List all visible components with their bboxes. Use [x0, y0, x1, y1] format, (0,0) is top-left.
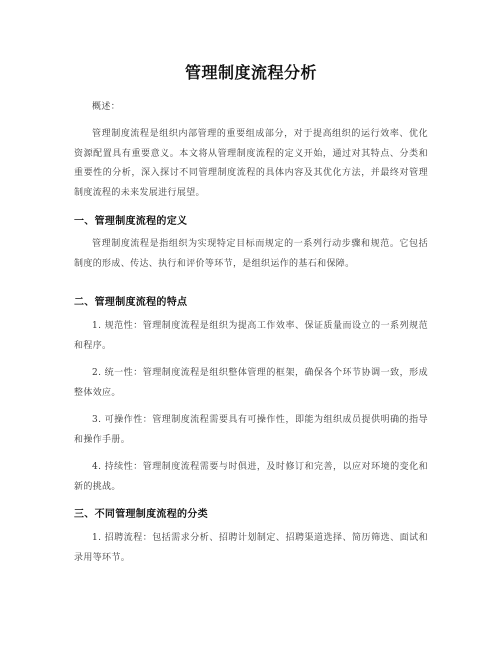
list-item: 4. 持续性：管理制度流程需要与时俱进，及时修订和完善，以应对环境的变化和新的挑战。	[74, 462, 428, 492]
list-item: 3. 可操作性：管理制度流程需要具有可操作性，即能为组织成员提供明确的指导和操作手册。	[74, 415, 428, 445]
section-heading-features: 二、管理制度流程的特点	[74, 297, 188, 308]
section-paragraph: 管理制度流程是指组织为实现特定目标而规定的一系列行动步骤和规范。它包括制度的形成、传达、执行和评价等环节，是组织运作的基石和保障。	[74, 239, 428, 269]
overview-paragraph: 管理制度流程是组织内部管理的重要组成部分，对于提高组织的运行效率、优化资源配置具有重要意义。本文将从管理制度流程的定义开始，通过对其特点、分类和重要性的分析，深入探讨不同管理制度流程的具体内容及其优化方法，并最终对管理制度流程的未来发展进行展望。	[74, 129, 428, 198]
list-item: 2. 统一性：管理制度流程是组织整体管理的框架，确保各个环节协调一致，形成整体效应。	[74, 368, 428, 398]
list-item: 1. 规范性：管理制度流程是组织为提高工作效率、保证质量而设立的一系列规范和程序。	[74, 321, 428, 351]
document-title: 管理制度流程分析	[184, 63, 317, 82]
section-heading-classification: 三、不同管理制度流程的分类	[74, 509, 208, 520]
overview-label: 概述：	[92, 102, 121, 112]
section-heading-definition: 一、管理制度流程的定义	[74, 216, 188, 227]
list-item: 1. 招聘流程：包括需求分析、招聘计划制定、招聘渠道选择、简历筛选、面试和录用等环节。	[74, 533, 428, 563]
